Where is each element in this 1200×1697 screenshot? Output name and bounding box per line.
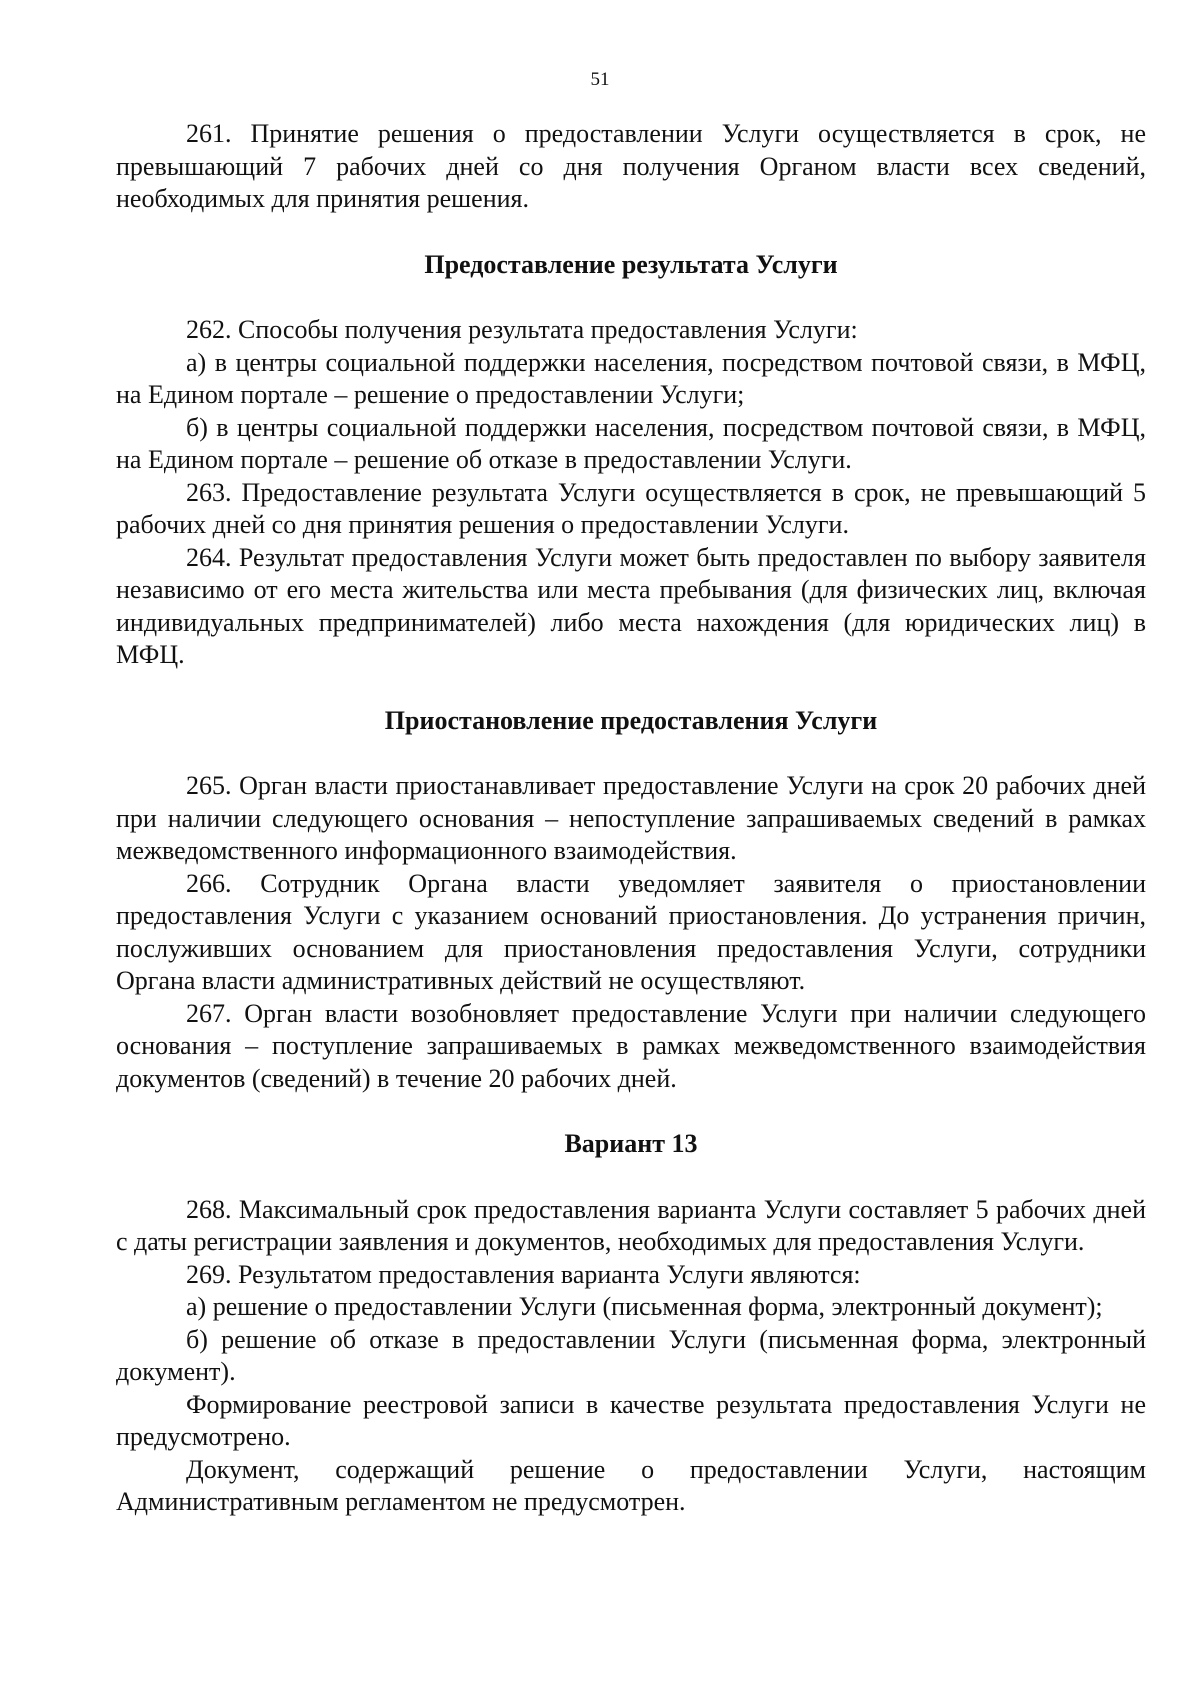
heading-suspension: Приостановление предоставления Услуги [384, 705, 878, 735]
paragraph-269-b: б) решение об отказе в предоставлении Услуги (письменная форма, электронный документ). [116, 1324, 1146, 1386]
heading-result-provision: Предоставление результата Услуги [424, 249, 838, 279]
paragraph-262: 262. Способы получения результата предоставления Услуги: [186, 315, 858, 344]
heading-variant-13: Вариант 13 [564, 1129, 698, 1158]
paragraph-262-a: а) в центры социальной поддержки населения, посредством почтовой связи, в МФЦ, на Едином портале – решение о предоставлении Услуги; [116, 347, 1146, 409]
paragraph-262-b: б) в центры социальной поддержки населения, посредством почтовой связи, в МФЦ, на Едином портале – решение об отказе в предоставлении Услуги. [116, 412, 1146, 474]
page-number: 51 [590, 69, 610, 90]
paragraph-264: 264. Результат предоставления Услуги может быть предоставлен по выбору заявителя независимо от его места жительства или места пребывания (для физических лиц, включая индивидуальных предпринимателей) либо места нахождения (для юридических лиц) в МФЦ. [116, 542, 1146, 669]
paragraph-267: 267. Орган власти возобновляет предоставление Услуги при наличии следующего основания – поступление запрашиваемых в рамках межведомственного взаимодействия документов (сведений) в течение 20 рабочих дней. [116, 998, 1146, 1093]
paragraph-268: 268. Максимальный срок предоставления варианта Услуги составляет 5 рабочих дней с даты регистрации заявления и документов, необходимых для предоставления Услуги. [116, 1194, 1146, 1256]
paragraph-registry-record: Формирование реестровой записи в качестве результата предоставления Услуги не предусмотрено. [116, 1389, 1146, 1451]
paragraph-decision-document: Документ, содержащий решение о предоставлении Услуги, настоящим Административным регламентом не предусмотрен. [116, 1454, 1146, 1516]
document-body [116, 118, 1146, 1519]
paragraph-261: 261. Принятие решения о предоставлении Услуги осуществляется в срок, не превышающий 7 рабочих дней со дня получения Органом власти всех сведений, необходимых для принятия решения. [116, 119, 1146, 213]
paragraph-269-a: а) решение о предоставлении Услуги (письменная форма, электронный документ); [186, 1292, 1103, 1321]
paragraph-263: 263. Предоставление результата Услуги осуществляется в срок, не превышающий 5 рабочих дней со дня принятия решения о предоставлении Услуги. [116, 477, 1146, 539]
paragraph-266: 266. Сотрудник Органа власти уведомляет заявителя о приостановлении предоставления Услуги с указанием оснований приостановления. До устранения причин, послуживших основанием для приостановления предоставления Услуги, сотрудники Органа власти административных действий не осуществляют. [116, 868, 1146, 995]
paragraph-265: 265. Орган власти приостанавливает предоставление Услуги на срок 20 рабочих дней при наличии следующего основания – непоступление запрашиваемых сведений в рамках межведомственного информационного взаимодействия. [116, 771, 1146, 865]
paragraph-269: 269. Результатом предоставления варианта Услуги являются: [186, 1259, 861, 1289]
